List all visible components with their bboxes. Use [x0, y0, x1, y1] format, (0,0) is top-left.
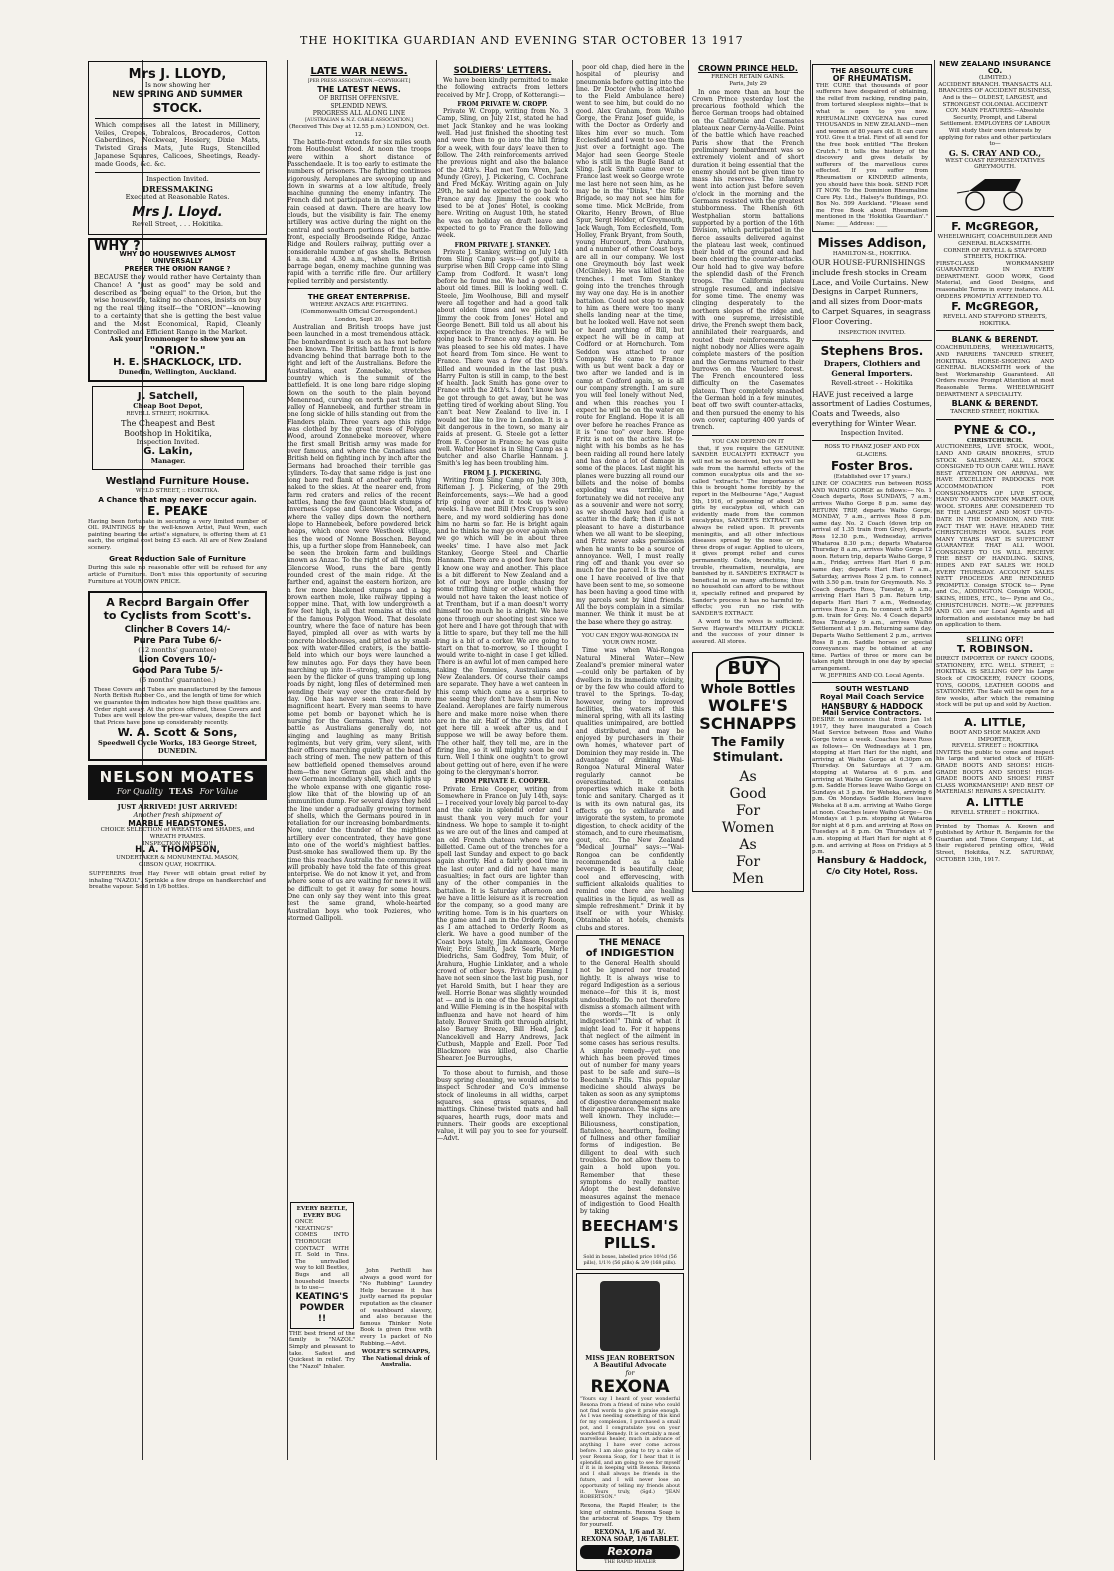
- westland-sale: Great Reduction Sale of Furniture: [109, 553, 246, 563]
- scott-body: These Covers and Tubes are manufactured by the famous North British Rubber Co., and the length of time for which we guarantee them indicates how high these qualities are. Order right away. At the prices offered, these Covers and Tubes are well below the pre-war values, despite the fact that Prices have gone up considerably recently.: [94, 686, 261, 726]
- orion-ask: Ask your Ironmonger to show you an: [109, 335, 246, 344]
- rexona-logo: Rexona: [580, 1545, 680, 1559]
- war-news-assoc: [PER PRESS ASSOCIATION.—COPYRIGHT.]: [307, 79, 411, 84]
- robinson-heading: SELLING OFF!: [966, 635, 1024, 644]
- westland-chance: A Chance that may never occur again.: [98, 494, 257, 504]
- war-news-heading: THE LATEST NEWS.: [317, 85, 401, 95]
- westland-body: Having been fortunate in securing a very limited number of OIL PAINTINGS by the well-known Artist, Paul Wren, each painting bearing the artist's signature, is offering them at £1 each, the original cost being £3 each. All are of New Zealand scenery.: [88, 518, 267, 552]
- wolfe-line: For: [735, 802, 761, 819]
- war-news-subheading: PROGRESS ALL ALONG LINE: [312, 109, 406, 117]
- keating-name: KEATING'S POWDER !!: [295, 1291, 349, 1324]
- nazol-notice: SUFFERERS from Hay Fever will obtain great relief by inhaling "NAZOL". Sprinkle a few drops on handkerchief and breathe vapour. Sold in 1/6 bottles.: [89, 871, 266, 891]
- orion-name: "ORION.": [149, 344, 206, 358]
- enterprise-dateline: London, Sept 20.: [334, 316, 384, 323]
- keating-advert: [289, 1200, 355, 1460]
- scott-heading: to Cyclists from Scott's.: [103, 609, 252, 623]
- rheumaline-body: THE CURE that thousands of poor sufferers have despaired of obtaining, the relief from racking, rending pain, from tortured sleepless nights—that is what is open to you now. RHEUMALINE OXYGENA has cured THOUSANDS in NEW ZEALAND—men and women of 80 years old. It can cure YOU. Give it a trial. First of all send for the free book entitled "The Broken Crutch." It tells the history of the discovery and gives details by sufferers of the marvellous cures effected. If you suffer from Rheumatism or KINDRED ailments, you should have this book. SEND FOR IT NOW. To the Dominion Rheumaline Cure Pty. Ltd., Halsey's Buildings, P.O. Box No. 599 Auckland. "Please send me Free Book about Rheumatism mentioned in the 'Hokitika Guardian'." Name: ____ Address: ____: [816, 82, 928, 228]
- crown-prince-dateline: Paris, July 29: [729, 81, 767, 88]
- lloyd-executed: Executed at Reasonable Rates.: [125, 193, 230, 202]
- satchell-manager: G. Lakin,: [143, 446, 193, 458]
- rheumaline-heading: OF RHEUMATISM.: [832, 74, 912, 84]
- robinson-body: DIRECT IMPORTER OF FANCY GOODS, STATIONERY, ETC. WELL STREET, :: HOKITIKA. IS SELLING OFF his Large Stock of CROCKERY, FANCY GOODS, TOYS, GOODS, LEATHER GOODS and STATIONERY. The Sale will be open for a few weeks, after which the remaining stock will be put up and sold by Auction.: [936, 656, 1054, 709]
- column-rule: [572, 60, 573, 1460]
- laundry-notice: John Parthill has always a good word for "No Rubbing" Laundry Help because it has justly earned its popular reputation as the cleaner of washboard slavery, and also because the famous Thinker Note Book is given free with every 1s packet of No Rubbing.—Advt.: [360, 1268, 432, 1347]
- robinson-name: T. ROBINSON.: [956, 644, 1034, 656]
- mcgregor-corner: CORNER OF REVELL & STAFFORD STREETS, HOKITIKA.: [943, 247, 1047, 261]
- stephens-address: Revell-street - - Hokitika: [831, 379, 913, 388]
- war-news-title: LATE WAR NEWS.: [310, 66, 408, 77]
- war-news-subheading: SPLENDID NEWS.: [330, 102, 388, 110]
- westland-title: Westland Furniture House.: [105, 476, 250, 488]
- robinson-advert: [936, 636, 1054, 709]
- wolfe-whole-bottles: Whole Bottles: [700, 681, 796, 696]
- rexona-sub: A Beautiful Advocate: [593, 1362, 667, 1370]
- buggy-illustration: [955, 171, 1035, 211]
- wai-rongoa-heading: YOU CAN ENJOY WAI-RONGOA IN YOUR OWN HOME.: [581, 632, 679, 647]
- scott-firm: W. A. Scott & Sons,: [117, 726, 238, 740]
- scott-price: Lion Covers 10/-: [138, 655, 217, 666]
- beecham-price: Sold in boxes, labelled price 10½d (56 pills), 1/1½ (56 pills) & 2/9 (168 pills).: [583, 1255, 677, 1267]
- column-rule: [934, 60, 935, 1460]
- foster-body: LINE OF COACHES run between ROSS AND WAIHO GORGE as follows:— No. 1 Coach departs, Ross SUNDAYS, 7 a.m., arrives Waiho Gorge 8 p.m. same day. RETURN TRIP, departs Waiho Gorge, MONDAY, 7 a.m., arrives Ross 8 p.m. same day. No. 2 Coach (down trip on arrival of 1.35 train from Grey), departs Ross 12.30 p.m., Wednesday, arrives Whataroa 8.30 p.m.; departs Whataroa Thursday 8 a.m., arrives Waiho Gorge 12 noon. Return trip, departs Waiho Gorge, 9 a.m., Friday, arrives Hari Hari 6 p.m. same day; departs Hari Hari 7 a.m., Saturday, arrives Ross 2 p.m. to connect with 3.50 p.m. train for Greymouth. No. 3 Coach departs Ross, Tuesday, 9 a.m., arriving Hari Hari 5 p.m. Return trip, departs Hari Hari 7 a.m., Wednesday, arrives Ross 2 p.m. to connect with 3.50 p.m. train for Grey. No. 4 Coach departs Ross Thursday 9 a.m., arrives Waiho Settlement at 1 p.m. Returning same day. Departs Waiho Settlement 2 p.m., arrives Ross 8 p.m. Saddle horses or special conveyances may be obtained at any time. Parties of three or more can be taken right through in one day by special arrangement.: [812, 481, 932, 672]
- wolfe-line: As: [739, 768, 757, 785]
- mcgregor-sub: WHEELWRIGHT, COACHBUILDER AND GENERAL BLACKSMITH.: [937, 234, 1053, 247]
- rexona-for: for: [625, 1369, 635, 1377]
- keating-heading: EVERY BEETLE, EVERY BUG: [296, 1206, 348, 1219]
- stephens-body: HAVE just received a large assortment of Ladies Costumes, Coats and Tweeds, also everything for Winter Wear.: [812, 389, 933, 428]
- rexona-footer: Rexona, the Rapid Healer, is the king of ointments. Rexona Soap is the aristocrat of Soaps. Try them for yourself.: [580, 1503, 680, 1529]
- nzi-advert: [936, 60, 1054, 213]
- letter-body: Private W. Cropp, writing from No. 3 Camp, Sling, on July 21st, stated he had met Jack Stankey and he was looking well. Had just finished the shooting test and were then to go into the hill firing for a week, with four days' leave then to follow. The 24th reinforcements arrived the previous night and also the balance of the 24th's. Had met Tom Wren, Jack Mundy (Grey), J. Pickering, C. Cochrane and Fred McKay. Writing again on July 29th, he said he expected to go back to France any day. Jimmy the cook who used to be at Jones' Hotel, is cooking here. Writing on August 10th, he stated he was on holiday on draft leave and expected to go to France the following week.: [437, 108, 568, 240]
- mcgregor-name: F. McGREGOR,: [951, 220, 1039, 234]
- war-news-subheading: OF BRITISH OFFENSIVE.: [319, 95, 399, 103]
- addison-body: OUR HOUSE-FURNISHINGS include fresh stocks in Cream Lace, and Voile Curtains. New Designs in Carpet Runners, and all sizes from Door-mats to Carpet Squares, in seagrass Floor Covering.: [812, 257, 931, 326]
- sw-signature: C/o City Hotel, Ross.: [826, 866, 918, 876]
- foster-established: (Established over 17 years.): [833, 473, 911, 480]
- pyne-heading: PYNE & CO.,: [953, 422, 1037, 437]
- wolfe-footer: WOLFE'S SCHNAPPS, The National drink of Australia.: [361, 1349, 431, 1369]
- mcgregor-advert: [936, 220, 1054, 327]
- thompson-line: CHOICE SELECTION of WREATHS and SHADES, and WREATH FRAMES.: [100, 827, 255, 840]
- moates-tag: For Value: [199, 787, 239, 796]
- letter-heading: FROM J. J. PICKERING.: [463, 469, 542, 477]
- wolfe-family: The Family Stimulant.: [711, 734, 785, 764]
- stephens-sub: Drapers, Clothiers and General Importers.: [823, 358, 921, 378]
- satchell-title: J. Satchell,: [137, 390, 199, 402]
- scott-price: Good Para Tube 5/-: [132, 666, 223, 677]
- masthead: [0, 0, 1114, 60]
- satchell-address: REVELL STREET, HOKITIKA.: [126, 410, 210, 417]
- wolfe-line: For: [735, 853, 761, 870]
- westland-advert: [88, 476, 267, 585]
- nzi-heading: NEW ZEALAND INSURANCE CO.: [939, 59, 1051, 76]
- lloyd-dressmaking: DRESSMAKING: [142, 184, 213, 195]
- beecham-name: BEECHAM'S PILLS.: [581, 1217, 679, 1253]
- orion-firm: H. E. SHACKLOCK, LTD.: [113, 357, 242, 369]
- sw-heading: HANSBURY & HADDOCK: [821, 701, 923, 711]
- thompson-line: Another fresh shipment of: [133, 810, 222, 819]
- sw-heading: Royal Mail Coach Service: [819, 692, 925, 702]
- keating-body: ONCE "KEATING'S" COMES INTO THOROUGH CONTACT WITH IT. Sold in Tins. The unrivalled way to kill Beetles, Bugs and all household Insects is to use—: [295, 1219, 349, 1292]
- moates-tag: For Quality: [116, 787, 163, 796]
- mcgregor-name: F. McGREGOR,: [951, 300, 1039, 314]
- letter-body: Private J. Stankey, writing on July 14th from Sling Camp says:—I got quite a surprise when Bill Cropp came into Sling Camp from Codford. It wasn't long before he found me. We had a good talk about old times. Bill is looking well. C. Steele, Jim Woolhouse, Bill and myself were all together and had a good talk about olden times and we picked up Jimmy the cook from Jones' Hotel and George Benett. Bill told us all about his experience in the trenches. He will be going back to France any day again. He was pleased to see his old mates. I have not heard from Tom since. He went to France. There was a few of the 19th's killed and wounded in the last push. Harry Fulton is still in camp, to the best of health. Jack Smith has gone over to France with the 24th's. I don't know how he got through to get away, but he was getting tired of working about Sling. You can't beat New Zealand to live in. I would not like to live in London. It is a bit dangerous in the town, so many air raids at present. G. Steele got a letter from E. Cooper in France; he was quite well. Walter Hosnet is in Sling Camp as a butcher and also Charlie Hannam. J. Smith's leg has been troubling him.: [437, 248, 568, 468]
- addison-inspection: INSPECTION INVITED.: [838, 329, 906, 336]
- column-rule: [688, 60, 689, 1460]
- foster-advert: [812, 444, 932, 679]
- bb-address: TANCRED STREET, HOKITIKA.: [950, 409, 1040, 416]
- satchell-line: The Cheapest and Best: [121, 418, 215, 428]
- little-address: REVELL STREET :: HOKITIKA.: [950, 809, 1040, 816]
- letter-heading: FROM PRIVATE W. CROPP.: [457, 100, 548, 108]
- enterprise-heading: THE GREAT ENTERPRISE.: [307, 292, 411, 302]
- crown-prince-body: In one more than an hour the Crown Prince yesterday lost the precarious foothold which the fierce German troops had obtained on the Californie and Casemates plateaux near Cerny-la-Veille. Point of the battle which have reached Paris show that the French preliminary bombardment was so extremely violent and of short duration it being essential that the enemy should not be given time to mass his reserves. The infantry went into action just before seven o'clock in the morning and the Germans resisted with the greatest stubbornness. The Rhenish 6th Westphalian storm battalions supported by a portion of the 16th Division, which participated in the fierce assaults delivered against the plateau last week, continued their hold of the ground and had been cheering the counter-attacks. Our hold had to give way before the splendid dash of the French troops. The California plateau struggle resumed, and indecisive for some time. The enemy was clinging desperately to the northern slopes of the ridge and, with one supreme, irresistible drive, the French swept them back, annihilated their rearguards, and routed their reinforcements. By night nobody nor Allies were again complete masters of the position and the Germans returned to their burrows on the Vauclerc forest. The French encountered less difficulty on the Casemates plateau. They completely smashed the German hold in a few minutes, beat off two swift counter-attacks, and then pursued the enemy to his own cover, capturing 400 yards of trench.: [692, 88, 804, 432]
- column-3: [437, 60, 568, 1465]
- wolfe-line: Women: [721, 819, 775, 836]
- moates-tag: TEAS: [169, 786, 194, 796]
- sander-body: that, if you require the GENUINE SANDER EUCALYPTI EXTRACT you will not be so deceived, but you will be safe from the harmful effects of the common eucalyptus oils and the so-called "extracts." The importance of this is brought home forcibly by the report in the Melbourne "Age," August 5th, 1916, of poisoning of about 20 girls by eucalyptus oil, which can evidently made from the common eucalyptus, SANDER'S EXTRACT can always be relied upon. It prevents meningitis, and all other infectious diseases spread by the nose or on three drops of sugar. Applied to ulcers, it gives prompt relief and cures permanently. Colds, bronchitis, lung trouble, rheumatism, neuralgia, are banished by it. SANDER'S EXTRACT is beneficial in so many affections; thus no household can afford to be without it, specially refined and prepared by Sander's process it has no harmful by-effects; you run no risk with SANDER'S EXTRACT.: [692, 445, 804, 617]
- letter-body-continued: poor old chap, died here in the hospital of pleurisy and pneumonia before getting into the line. Dr Doctor (who is attached to the Field Ambulance here) went to see him, but could do no good. Alex Graham, from Waiho Gorge, the Franz Josef guide, is with the Doctor as Orderly and likes him ever so much. Tom Ecclesfield and I went to see them just over a fortnight ago. The Major had seen George Steele who is still in the Bugle Band at Sling. Jack Smith came over to France last week so George wrote me last here not seen him, as he may be in the "Dinks," the Rifle Brigade, so may not see him for some time. Mick McBride, from Okarito, Henry Brown, of Blue Spur, Sergt Holder, of Greymouth, Jack Waugh, Tom Ecclesfield, Tom Holley, Frank Bryant, from South, young Hurcourt, from Arahura, and a number of other Coast boys are all in our company. We lost one Greymouth boy last week (McGinley). He was killed in the trenches. I met Tom Stankey going into the trenches through my way one day. He is in another battalion. Could not stop to speak to him as there were too many shells landing near at the time, but he looked well. Have not seen or heard anything of Bill, but expect he will be in camp at Codford or at Hornchurch. Tom Seddon was attached to our Company. He came to France with us but went back a day or two after we landed and is in camp at Codford again, so is all our company strength. I am sure you will feel lonely without Ned, and when this reaches you I expect he will be on the water en route for England. Hope it is all over before he reaches France as it is "one too" over here. Hope Fritz is not on the active list to-night with his bombs as he has been raiding all round here lately and has done a lot of damage in some of the places. Last night his planes were buzzing all round our billets and the noise of bombs exploding was terrible, but fortunately we did not receive any as a souvenir and were not sorry, as we should have had quite a scatter in the dark; then it is not pleasant to have a disturbance when we all want to be sleeping, and Fritz never asks permission when he wants to be a source of annoyance. Well, I must really ring off and thank you ever so much for the parcel. It is the only one I have received of live that have been sent to me, so someone has been having a good time with my parcels sent by kind friends. All the boys complain in a similar manner. We think it must be at the base where they go astray.: [576, 64, 685, 626]
- westland-during: During this sale no reasonable offer will be refused for any article of Furniture. Don't miss this opportunity of securing Furniture at YOUR OWN PRICE.: [88, 565, 267, 585]
- soldiers-letters-title: SOLDIERS' LETTERS.: [453, 66, 552, 76]
- thompson-line: JUST ARRIVED! JUST ARRIVED!: [117, 803, 238, 811]
- enterprise-subheading: WHERE ANZACS ARE FIGHTING.: [310, 302, 408, 309]
- westland-address: WELD STREET, :: HOKITIKA.: [135, 488, 220, 495]
- beecham-advert: [576, 935, 684, 1270]
- thompson-name: H. A. THOMPSON,: [135, 845, 220, 856]
- scott-price: Pure Para Tube 6/-: [133, 636, 222, 647]
- nzi-agent: G. S. CRAY AND CO.,: [948, 147, 1042, 158]
- keating-box: [290, 1202, 354, 1329]
- sw-heading: SOUTH WESTLAND: [835, 685, 909, 694]
- mcgregor-address: REVELL AND STAFFORD STREETS, HOKITIKA.: [942, 314, 1048, 327]
- addison-name: Misses Addison,: [817, 235, 927, 250]
- nzi-agent: GREYMOUTH.: [974, 164, 1016, 171]
- thompson-address: GIBSON QUAY, HOKITIKA.: [139, 861, 216, 868]
- letter-body: Writing from Sling Camp on July 30th, Rifleman J. J. Pickering, of the 29th Reinforcements, says:—We had a good trip going over and it took us twelve weeks. I have met Bill (Mrs Cropp's son) here, and my word soldiering has done him no harm so far. He is bright again and he thinks he may go over again when we go which will be in about three weeks' time. I have also met Jack Stankey, George Steel and Charlie Hannam. There are a good few here that I know one way and another. This place is a bit different to New Zealand and a lot of our boys are bugle chasing for some trifling thing or other, which they would not have taken the least notice of at Trentham, but if a man doesn't worry himself too much he is alright. We have gone through our shooting test since we got here and I have got through that with a little to spare, but they tell me the hill ring is a bit of a corker. We are going to start on that to-morrow, so I thought I would write to-night in case I get killed. There is an awful lot of men camped here taking the Tommies, Australians and New Zealanders. Of course their camps are separate. They have a wet canteen in this camp which came as a surprise to me seeing they don't have them in New Zealand. Aeroplanes are fairly numerous here and make more noise when there are in the air. Half of the 29ths did not get here till a week after us, and I suppose we will be away before them. The other half, they tell me, are in the firing line, so it will mighty soon be our turn. Well I think one oughtn't to growl about getting out of here, even if he were going to the clergyman's horror.: [437, 477, 568, 776]
- column-rule: [810, 60, 811, 1460]
- satchell-sub: Cheap Boot Depot,: [133, 401, 203, 410]
- satchell-manager-title: Manager.: [150, 457, 186, 466]
- war-news-dateline: (Received This Day at 12.55 p.m.) LONDON, Oct. 12.: [289, 124, 429, 138]
- scott-guarantee: (6 months' guarantee.): [139, 676, 216, 685]
- little-sub: BOOT AND SHOE MAKER AND IMPORTER,: [949, 730, 1041, 743]
- enterprise-official: (Commonwealth Official Correspondent.): [300, 309, 418, 316]
- wolfe-line: As: [739, 836, 757, 853]
- satchell-line: Bootshop in Hokitika,: [124, 428, 212, 438]
- crown-prince-title: CROWN PRINCE HELD.: [698, 64, 798, 73]
- scott-heading: A Record Bargain Offer: [106, 596, 249, 610]
- column-4: [576, 60, 685, 1566]
- column-1: [86, 58, 269, 1463]
- lloyd-signature: Mrs J. Lloyd.: [132, 204, 223, 220]
- wolfe-line: Good: [729, 785, 767, 802]
- orion-cities: Dunedin, Wellington, Auckland.: [118, 368, 237, 377]
- column-6: [812, 60, 932, 1465]
- war-news-body: The battle-front extends for six miles south from Houthoulst Wood. At noon the troops were within a short distance of Passchendaele. It is too early to estimate the numbers of prisoners. The fighting continues vigorously. Aeroplanes are swooping up and down in swarms at a low altitude, freely machine gunning the enemy infantry. The French did not participate in the attack. The rain ceased at dawn. There are heavy low clouds, but the visibility is fair. The enemy artillery was active during the night on the central and southern portions of the battle-front, especially Broodseinde Ridge, Anzac Ridge and Roulers railway, putting over a considerable number of gas shells. Between 4 a.m. and 4.30 a.m., when the British barrage began, enemy machine gunning was rapid with a terrific rifle fire. Our artillery replied terribly and persistently.: [287, 139, 431, 285]
- bb-heading: BLANK & BERENDT.: [951, 399, 1039, 409]
- orion-body: BECAUSE they would rather have Certainty than Chance! A "just as good" may be sold and described as "being equal" to the Orion, but the wise housewife, taking no chances, insists on buy ng the real thing itself—the "ORION"—knowing to a certainty that she is getting the best value and the Most Economical, Rapid, Cleanly Controlled and Efficient Range in the Market.: [94, 272, 261, 336]
- rexona-name: REXONA: [590, 1376, 670, 1397]
- little-address: REVELL STREET :: HOKITIKA: [951, 743, 1039, 750]
- lloyd-address: Revell Street, . . . Hokitika.: [132, 219, 223, 228]
- nazol-advert: THE best friend of the family is "NAZOL" Simply and pleasant to take. Safest and Quickest in relief. Try the "Nazol" Inhaler.: [289, 1330, 355, 1370]
- wolfe-advert: [692, 652, 804, 892]
- orion-question: WHY ?: [94, 238, 141, 254]
- rheumaline-advert: [812, 64, 932, 232]
- pickle-notice: A word to the wives is sufficient. Serve Hayward's MILITARY PICKLE and the success of your dinner is assured. All stores.: [692, 619, 804, 646]
- nzi-ltd: (LIMITED.): [978, 74, 1012, 81]
- scott-address: Speedwell Cycle Works, 183 George Street, DUNEDIN.: [97, 739, 258, 756]
- addison-address: HAMILTON-St., HOKITIKA.: [832, 250, 912, 257]
- lloyd-body: Which comprises all the latest in Millinery, Veiles, Crepes, Tobralcos, Brocaderos, Cotton Gaberdines, Neckwear, Hosiery, Dixie Mats, Twisted Grass Mats, Jute Rugs, Stencilled Japanese Squares, Calicoes, Sheetings, Ready-made Goods, &c. &c.: [95, 120, 260, 168]
- masthead-title: THE HOKITIKA GUARDIAN AND EVENING STAR OCTOBER 13 1917: [300, 34, 744, 47]
- addison-advert: [812, 236, 932, 337]
- westland-name: E. PEAKE: [147, 503, 208, 518]
- little-heading: A. LITTLE: [966, 795, 1024, 809]
- wolfe-notice: [360, 1268, 432, 1458]
- little-advert: [936, 716, 1054, 817]
- orion-advert: [88, 238, 267, 382]
- letter-heading: FROM PRIVATE E. COOPER.: [454, 778, 551, 786]
- sw-signature: Hansbury & Haddock,: [816, 855, 928, 866]
- crown-prince-sub: FRENCH RETAIN GAINS.: [711, 74, 785, 80]
- lloyd-advert: [88, 61, 267, 235]
- lloyd-title: Mrs J. LLOYD,: [128, 67, 227, 82]
- wolfe-buy: BUY: [716, 656, 780, 682]
- letters-intro: We have been kindly permitted to make the following extracts from letters received by Mr J. Cropp, of Kotterangi:—: [437, 77, 568, 99]
- enterprise-body: Australian and British troops have just been launched in a most tremendous attack. The bombardment is such as has not before been known. The British battle front is now advancing behind that barrage both to the right and left of the Australians. Before the Australians, east Zonnebeke, stretches country which is the summit of the battlefield. It is one long bare ridge sloping down on the south to the plain beyond Menenroad, curving on north past the little valley of Hannebeek, and further stream in one long sickle of hills standing out from the Flanders plain. Three years ago this ridge was clothed by the great trees of Polygon Wood, around Zonnebeke moreover, where the first small British army was made for ever famous, and where the Canadians and British held on fighting inch by inch after the Germans had broached their terrible gas cylinders. To-day that same ridge is just one long bare red flank of another earth lying naked to the skies. At the nearer end, from farm red craters and relics of the recent battles, hang the few gaunt black stumps of Inverness Copse and Glencorse Wood, and, where the valley dips down the northern slope to Hannebeek, before powdered brick heaps, which once were Westhoek village, lies the wood of Nonne Bosschen. Beyond this, up a further slope from Hannebeek, can be seen the broken farm and buildings known as Anzac. To the right of all this, from Glencorse Wood, runs the bare gently rounded crest of the main ridge. At the farther end, against the eastern horizon, are a few more blackened stumps and a big brown earthen mole, like railway tipping a copper mine. That, with low undergrowth a few feet high, is all that remains at this end of the famous Polygon Wood. That desolate country, where the face of nature has been flayed, pimpled all over as with warts by concrete blockhouses, and pitted as by small-pox with water-filled craters, is the battle-field into which our boys were launched a few minutes ago. For days they have been marching up into it—strong, silent columns, seen by the flicker of guns tramping up long roads by night, long files of determined men wending their way over the crater-field by day. One has never seen them in more magnificent heart. Every man seems to have some pet bomb or bayonet which he is nursing for the Germans. They went into battle as Australians generally do, not singing and laughing as many British regiments, but very grim, very silent, with their officers marching quietly at the head of each string of men. The new pattern of this new battlefield opened themselves around them—the new German gas shell and the new German incendiary shell, which lights up the whole expanse with one gigantic rose-glow like that of the blowing up of an ammunition dump. For several days they held the line under a gradually growing torment of shells, which the Germans poured in in retaliation for our increasing bombardments. Now, under the thunder of the mightiest artillery ever concentrated, they have gone into one of the world's mightiest battles. Dust-smoke has swallowed them up. By the time this reaches Australia the communiques will probably have told the fate of this great enterprise. We do not know it yet, and from where some of us are waiting for news it will be difficult to get it away for some hours. One can only say they went into this great test the same grand, whole-hearted Australian boys who took Pozieres, who stormed Gallipoli.: [287, 323, 431, 922]
- war-news-cable: [AUSTRALIAN & N.Z. CABLE ASSOCIATION.]: [305, 118, 413, 124]
- moates-advert: [88, 765, 267, 800]
- wolfe-line: Men: [732, 870, 764, 887]
- rexona-price: REXONA SOAP, 1/6 TABLET.: [581, 1536, 679, 1544]
- stephens-name: Stephens Bros.: [820, 343, 924, 358]
- thompson-heading: MARBLE HEADSTONES.: [128, 818, 227, 828]
- mcgregor-body: FIRST-CLASS WORKMANSHIP GUARANTEED IN EVERY DEPARTMENT. GOOD WORK, Good Material, and Good Designs, and reasonable Terms in every instance. ALL ORDERS PROMPTLY ATTENDED TO.: [936, 260, 1054, 300]
- rexona-tag: THE RAPID HEALER: [604, 1560, 656, 1566]
- south-westland-advert: [812, 686, 932, 877]
- lloyd-heading: NEW SPRING AND SUMMER: [112, 89, 243, 100]
- rexona-advert: [576, 1273, 684, 1571]
- rexona-body: "Yours say I heard of your wonderful Rexona from a friend of mine who could not find words to give it praise enough. As I was needing something of this kind for my complexion, I purchased a small pot, and I congratulate you on your wonderful Remedy. It is certainly a most marvellous healer, much in advance of anything I have ever come across before. I am also going to try a cake of your Rexona Soap, for I hear that it is splendid, and am going to see for myself if it is in keeping with Rexona. Rexona and I shall always be friends in the future, and I will never lose an opportunity of telling my friends about it. Yours truly, (Sgd.) "JEAN ROBERTSON.": [580, 1396, 680, 1501]
- stephens-advert: [812, 344, 932, 438]
- sw-body: DESIRE to announce that from Jan 1st 1917, they have inaugurated a Coach Mail Service between Ross and Waiho Gorge twice a week. Coaches leave Ross as follows— On Wednesdays at 1 pm, stopping at Hari Hari for the night, and arriving at Waiho Gorge at 6.30pm on Thursday. On Saturdays at 7 a.m. stopping at Wataroa at 6 p.m. and arriving at Waiho Gorge on Sundays at 1 p.m. Saddle Horses leave Waiho Gorge on Sundays at 3 p.m. for Weheka, arriving 6 p.m. On Mondays Saddle Horses leave Weheka at 8 a.m. arriving at Waiho Gorge at noon. Coaches leave Waiho Gorge— On Mondays at 1 p.m. stopping at Wataroa for night at 6 p.m. and arriving at Ross on Tuesdays at 8 p.m. On Thursdays at 7 a.m. stopping at Hari Hari for night at 6 p.m. and arriving at Ross on Fridays at 5 p.m.: [812, 717, 932, 856]
- portrait-illustration: [600, 1281, 660, 1351]
- wolfe-name: WOLFE'S SCHNAPPS: [699, 695, 797, 733]
- pyne-advert: [936, 423, 1054, 629]
- rexona-price: REXONA, 1/6 and 3/.: [594, 1528, 666, 1536]
- foster-top: ROSS TO FRANZ JOSEF AND FOX GLACIERS.: [824, 444, 920, 458]
- bb-heading: BLANK & BERENDT.: [951, 335, 1039, 345]
- letter-heading: FROM PRIVATE J. STANKEY.: [454, 241, 551, 249]
- nzi-body: ACCIDENT BRANCH. TRANSACTS ALL BRANCHES OF ACCIDENT BUSINESS, And is the— OLDEST, LARGEST, and STRONGEST COLONIAL ACCIDENT COY. MAIN FEATURES:—Absolute Security, Prompt, and Liberal Settlement. EMPLOYERS OF LABOUR Will study their own interests by applying for rates and other particulars to—: [938, 81, 1052, 148]
- wai-rongoa-body: Time was when Wai-Rongoa Natural Mineral Water—New Zealand's premier mineral water—could only be partaken of by dwellers in its immediate vicinity, or by the few who could afford to travel to the Springs. To-day, however, owing to improved facilities, the waters of this mineral spring, with all its lasting qualities unimpaired, are bottled and distributed, and may be enjoyed by purchasers in their own homes, whatever part of Dominion they may reside in. The advantage of drinking Wai-Rongoa Natural Mineral Water regularly cannot be overestimated. It contains properties which make it both tonic and sanitary. Charged as it is with its own natural gas, its effects go to exhilarate and invigorate the system, to promote digestion, to check acidity of the stomach, and to cure rheumatism, gout, etc. The New Zealand "Medical Journal" says:—"Wai-Rongoa can be confidently recommended as a table beverage. It is beautifully clear, cool and effervescing, with sufficient alkaloids qualities to remind one there are healing qualities in the liquid, as well as simple refreshment." Drink it by itself or with your Whisky. Obtainable at hotels, chemists clubs and stores.: [576, 647, 684, 932]
- stephens-inspection: Inspection Invited.: [840, 429, 904, 438]
- sander-heading: YOU CAN DEPEND ON IT: [712, 438, 784, 445]
- rheumaline-heading: THE ABSOLUTE CURE: [830, 67, 914, 75]
- bb-body: COACHBUILDERS, WHEELWRIGHTS, AND FARRIERS TANCRED STREET, HOKITIKA. HORSE-SHOEING AND GENERAL BLACKSMITH work of the best Workmanship Guaranteed. All Orders receive Prompt Attention at most Reasonable Terms. WHEELWRIGHT DEPARTMENT A SPECIALITY.: [936, 345, 1054, 398]
- little-body: INVITES the public to come and inspect his large and varied stock of HIGH-GRADE BOOTS AND SHOES! HIGH-GRADE BOOTS AND SHOES! HIGH-GRADE BOOTS AND SHOES! FIRST CLASS WORKMANSHIP! AND BEST OF MATERIALS! REPAIRS A SPECIALITY.: [936, 749, 1054, 796]
- foster-name: Foster Bros.: [830, 458, 914, 473]
- sw-heading: Mail Service Contractors.: [822, 708, 922, 717]
- foster-agents: W. JEFFRIES AND CO. Local Agents.: [819, 672, 925, 679]
- beecham-heading: of INDIGESTION: [585, 948, 675, 960]
- pyne-body: AUCTIONEERS, LIVE STOCK, WOOL, LAND AND GRAIN BROKERS, STUD STOCK SALESMEN. ALL STOCK CONSIGNED TO OUR CARE WILL HAVE BEST ATTENTION ON ARRIVAL. WE HAVE EXCELLENT PADDOCKS FOR ACCOMMODATION FOR CONSIGNMENTS OF LIVE STOCK, HANDY TO ADDINGTON MARKET. OUR WOOL STORES ARE CONSIDERED TO BE THE LARGEST AND MOST UP-TO-DATE IN THE DOMINION, AND THE FACT THAT WE HAVE HEADED THE CHRISTCHURCH WOOL SALES FOR MANY YEARS PAST IS SUFFICIENT GUARANTEE THAT ALL WOOL CONSIGNED TO US WILL RECEIVE THE BEST OF HANDLING. SKINS, HIDES AND FAT SALES WE HOLD EVERY THURSDAY. ACCOUNT SALES NETT PROCEEDS ARE RENDERED PROMPTLY. Consign STOCK to— Pyne and Co., ADDINGTON. Consign WOOL, SKINS, HIDES, ETC., to— Pyne and Co., CHRISTCHURCH. NOTE:—W. JEFFRIES AND CO. are our Local Agents and all information and assistance may be had on application to them.: [936, 444, 1054, 629]
- scott-advert: [88, 591, 267, 761]
- rexona-heading: MISS JEAN ROBERTSON: [585, 1354, 675, 1363]
- moates-name: NELSON MOATES: [99, 768, 256, 786]
- orion-heading: PREFER THE ORION RANGE ?: [124, 265, 231, 274]
- orion-heading: WHY DO HOUSEWIVES ALMOST UNIVERSALLY: [119, 249, 236, 266]
- nzi-agent: WEST COAST REPRESENTATIVES: [945, 157, 1045, 164]
- thompson-trade: UNDERTAKER & MONUMENTAL MASON,: [116, 854, 239, 861]
- thompson-inspection: INSPECTION INVITED!!: [142, 840, 213, 847]
- scott-guarantee: (12 months' guarantee): [138, 646, 217, 655]
- satchell-advert: [92, 386, 244, 470]
- blank-berendt-advert: [936, 334, 1054, 415]
- column-7: [936, 60, 1054, 1465]
- scott-price: Clincher B Covers 14/-: [124, 625, 231, 636]
- schroder-advert: To those about to furnish, and those busy spring cleaning, we would advise to inspect Schroder and Co's immense stock of linoleums in all widths, carpet squares, sea grass squares, and mattings. Chinese twisted mats and hall squares, hearth rugs, door mats and runners. Their goods are exceptional value, it will pay you to see for yourself.—Advt.: [437, 1069, 568, 1143]
- lloyd-inspection: Inspection Invited.: [146, 174, 209, 183]
- satchell-inspection: Inspection Invited.: [136, 437, 200, 446]
- lloyd-stock: STOCK.: [152, 100, 203, 115]
- beecham-heading: THE MENACE: [599, 938, 661, 949]
- printer-imprint: Printed by Thomas A. Keown and published by Arthur R. Benjamin for the Guardian and Times Company Ltd., at their registered printing office, Weld Street, Hokitika, N.Z. SATURDAY, OCTOBER 13th, 1917.: [936, 823, 1054, 863]
- letter-body: Private Ernie Cooper, writing from Somewhere in France on July 14th, says:— I received your lovely big parcel to-day and the cake in splendid order and I must thank you very much for your kindness. We hope to sample it to-night as we are out of the lines and camped at an old French chateau where we are billetted. Came out of the trenches for a spell last Sunday and expect to go back again shortly. Had a fairly good time in the last outer and did not have many casualties; in fact ours are lighter than any of the other companies in the battalion. It is Saturday afternoon and we have a little leisure as it is recreation for the company, so a good many are writing home. Tom is in his quarters on the game and I am in the Orderly Room, as I am attached to Orderly Room as clerk. We have a good number of the Coast boys lately, Jim Adamson, George Weir, Eric Smith, Jack Searle, Merle Diedrichs, Sam Godfrey, Tom Muir, of Arahura, Hughie Linklater, and a whole crowd of other boys. Private Fleming I have not seen since the last big push, nor yet Harold Smith, but I hear they are well. Horrie Bonar was slightly wounded at — and is in one of the Base Hospitals and Willie Fleming is in the hospital with influenza and have not heard of him lately. Bouver Smith got through alright, also Barney Breeze, Bill Head, Jack Nancekivell and Harry Andrews, Jack Cutbush, Mapple and Ezell. Poor Ted Blackmore was killed, also Charlie Shearer. Joe Burroughs,: [437, 785, 568, 1063]
- column-5: [692, 60, 804, 1465]
- pyne-city: CHRISTCHURCH.: [966, 437, 1024, 444]
- beecham-body: to the General Health should not be ignored nor treated lightly. It is always wise to regard Indigestion as a serious menace—for this it is, most undoubtedly. Do not therefore dismiss a stomach ailment with the words—"It is only indigestion!" Think of what it might lead to. For it happens that neglect of the ailment in some cases has serious results. A simple remedy—yet one which has been proved times out of number for many years past to be safe and sure—is Beecham's Pills. This popular medicine should always be taken as soon as any symptoms of digestive derangement make their appearance. The signs are well known. They include:—Biliousness, constipation, flatulence, heartburn, feeling of fullness and other familiar forms of indigestion. Be diligent to deal with such troubles. Do not allow them to gain a hold upon you. Remember that these symptoms do really matter. Adopt the best defensive measures against the menace of indigestion to Good Health by taking: [580, 960, 680, 1216]
- lloyd-line: Is now showing her: [144, 81, 211, 89]
- little-heading: A. LITTLE,: [964, 716, 1026, 730]
- thompson-advert: [88, 804, 267, 868]
